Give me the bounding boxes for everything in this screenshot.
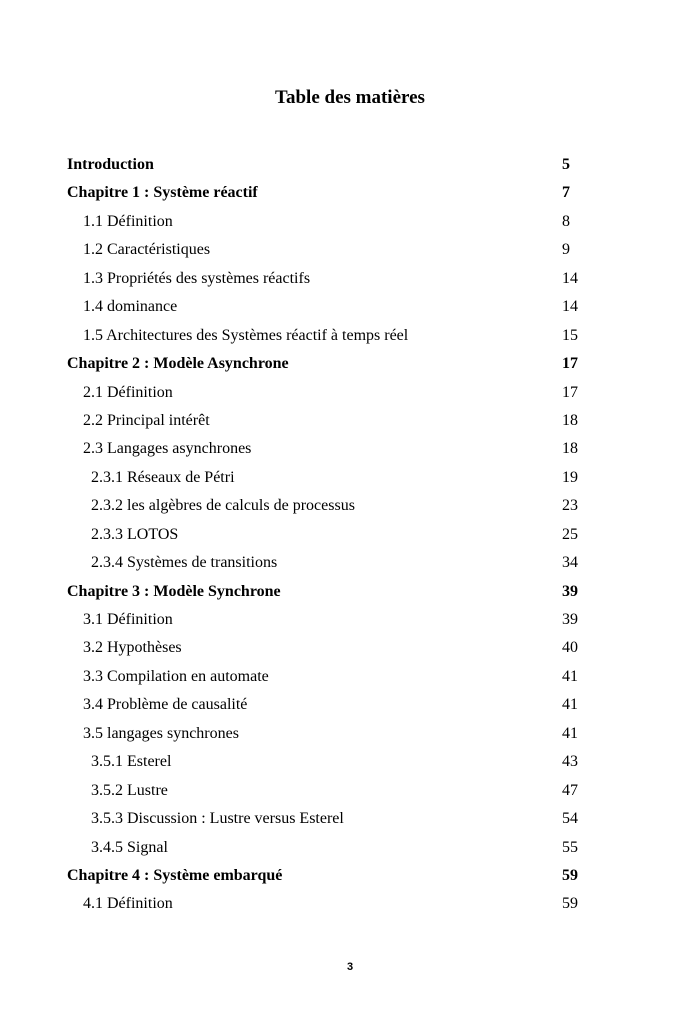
toc-subsection-entry	[67, 521, 587, 549]
toc-entry-page: 23	[562, 497, 578, 515]
toc-subsection-entry	[67, 777, 587, 805]
toc-section-entry	[67, 634, 587, 662]
toc-entry-page: 41	[562, 696, 578, 714]
toc-entry-page: 40	[562, 639, 578, 657]
toc-section-entry	[67, 265, 587, 293]
page-title: Table des matières	[275, 87, 425, 108]
toc-chapter-entry	[67, 862, 587, 890]
toc-entry-title: 2.3.4 Systèmes de transitions	[91, 554, 278, 572]
toc-subsection-entry	[67, 492, 587, 520]
toc-section-entry	[67, 663, 587, 691]
toc-entry-page: 9	[562, 241, 570, 259]
toc-entry-page: 55	[562, 838, 578, 856]
toc-entry-page: 39	[562, 611, 578, 628]
toc-entry-page: 39	[562, 582, 578, 600]
toc-chapter-entry	[67, 151, 587, 179]
toc-entry-title: 2.3.2 les algèbres de calculs de processus	[91, 497, 355, 515]
toc-entry-title: Chapitre 1 : Système réactif	[67, 184, 258, 202]
toc-entry-title: 3.1 Définition	[83, 611, 173, 628]
toc-entry-title: Chapitre 4 : Système embarqué	[67, 866, 283, 884]
table-of-contents	[67, 151, 587, 919]
toc-entry-page: 25	[562, 525, 578, 543]
toc-entry-title: Chapitre 2 : Modèle Asynchrone	[67, 355, 289, 373]
toc-entry-page: 59	[562, 866, 578, 884]
toc-chapter-entry	[67, 179, 587, 207]
toc-entry-page: 14	[562, 269, 578, 287]
toc-entry-page: 18	[562, 411, 578, 429]
toc-entry-title: 2.3.3 LOTOS	[91, 525, 179, 543]
toc-entry-page: 18	[562, 440, 578, 458]
toc-entry-title: 1.2 Caractéristiques	[83, 241, 211, 259]
toc-entry-title: 3.4 Problème de causalité	[83, 696, 248, 714]
toc-entry-page: 14	[562, 298, 578, 316]
page-number: 3	[346, 961, 354, 973]
toc-subsection-entry	[67, 748, 587, 776]
toc-entry-page: 34	[562, 554, 578, 572]
toc-entry-page: 43	[562, 753, 578, 771]
toc-entry-page: 47	[562, 781, 578, 799]
toc-entry-page: 17	[562, 355, 578, 373]
toc-entry-page: 59	[562, 895, 578, 913]
toc-entry-title: 2.2 Principal intérêt	[83, 411, 210, 429]
toc-entry-title: 1.4 dominance	[83, 298, 178, 316]
toc-entry-title: 4.1 Définition	[83, 895, 173, 913]
toc-subsection-entry	[67, 805, 587, 833]
toc-entry-title: Introduction	[67, 156, 154, 173]
toc-chapter-entry	[67, 578, 587, 606]
toc-section-entry	[67, 322, 587, 350]
toc-section-entry	[67, 379, 587, 407]
toc-entry-page: 17	[562, 383, 578, 401]
toc-section-entry	[67, 236, 587, 264]
toc-section-entry	[67, 407, 587, 435]
toc-section-entry	[67, 691, 587, 719]
toc-entry-title: 3.5.2 Lustre	[91, 781, 168, 799]
toc-section-entry	[67, 720, 587, 748]
toc-entry-title: 3.2 Hypothèses	[83, 639, 182, 657]
toc-entry-title: 1.1 Définition	[83, 212, 173, 230]
toc-entry-page: 8	[562, 212, 570, 230]
toc-entry-page: 41	[562, 667, 578, 685]
toc-entry-title: 2.1 Définition	[83, 383, 173, 401]
toc-entry-title: Chapitre 3 : Modèle Synchrone	[67, 582, 281, 600]
toc-section-entry	[67, 606, 587, 634]
toc-entry-title: 2.3 Langages asynchrones	[83, 440, 252, 458]
toc-entry-title: 3.5 langages synchrones	[83, 724, 239, 742]
toc-section-entry	[67, 435, 587, 463]
toc-subsection-entry	[67, 549, 587, 577]
toc-subsection-entry	[67, 464, 587, 492]
toc-entry-title: 3.3 Compilation en automate	[83, 667, 269, 685]
toc-entry-title: 3.5.1 Esterel	[91, 753, 172, 771]
toc-entry-title: 3.4.5 Signal	[91, 838, 168, 856]
toc-entry-page: 5	[562, 156, 570, 173]
toc-entry-page: 41	[562, 724, 578, 742]
toc-entry-title: 3.5.3 Discussion : Lustre versus Esterel	[91, 810, 344, 828]
toc-section-entry	[67, 890, 587, 918]
toc-subsection-entry	[67, 834, 587, 862]
toc-section-entry	[67, 293, 587, 321]
toc-entry-page: 7	[562, 184, 570, 202]
toc-entry-title: 1.5 Architectures des Systèmes réactif à temps réel	[83, 326, 409, 344]
toc-entry-title: 2.3.1 Réseaux de Pétri	[91, 468, 235, 486]
toc-entry-page: 54	[562, 810, 578, 828]
toc-chapter-entry	[67, 350, 587, 378]
toc-entry-page: 15	[562, 326, 578, 344]
toc-entry-page: 19	[562, 468, 578, 486]
toc-section-entry	[67, 208, 587, 236]
toc-entry-title: 1.3 Propriétés des systèmes réactifs	[83, 269, 311, 287]
